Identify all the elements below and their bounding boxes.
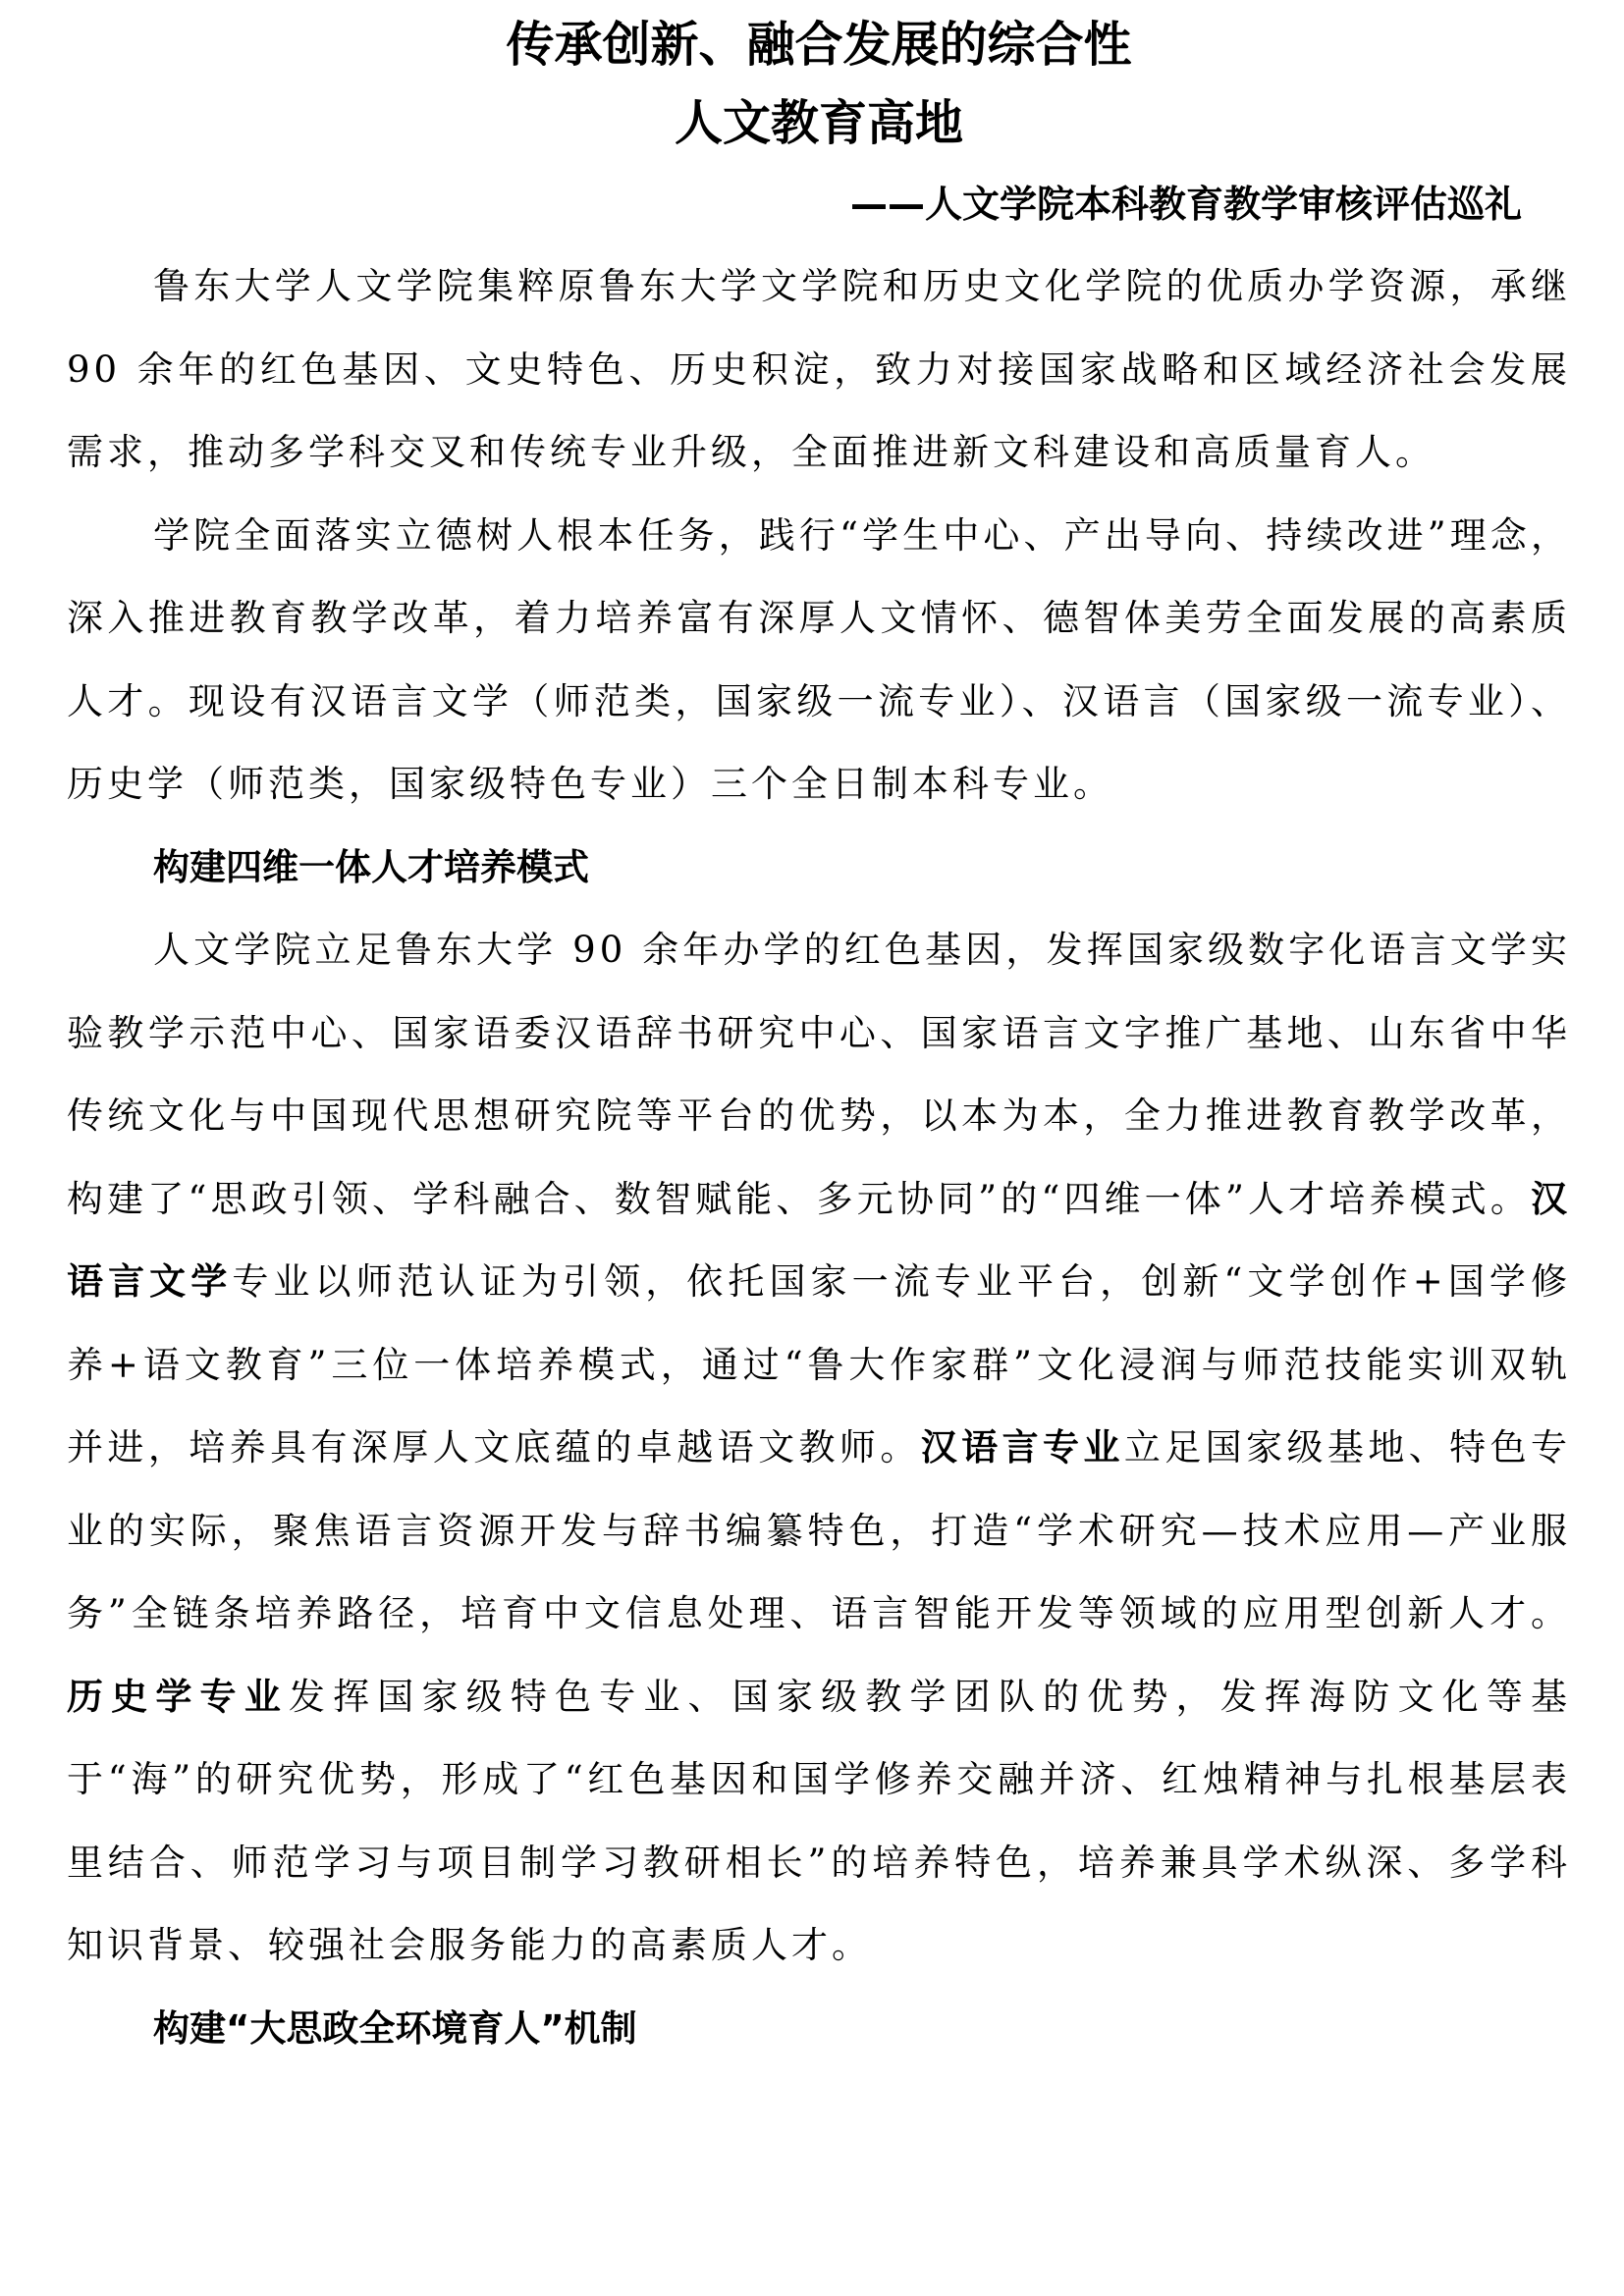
- major-name-chinese-language: 汉语言专业: [920, 1426, 1124, 1468]
- article-title-line2: 人文教育高地: [674, 95, 963, 151]
- article-subtitle: ——人文学院本科教育教学审核评估巡礼: [849, 183, 1522, 226]
- paragraph-text: 专业以师范认证为引领，依托国家一流专业平台，创新“文学创作+国学修养+语文教育”三位一体培养模式，通过“鲁大作家群”文化浸润与师范技能实训双轨并进，培养具有深厚人文底蕴的卓越语文教师。: [67, 1260, 1571, 1468]
- section-heading-ideological-education: 构建“大思政全环境育人”机制: [153, 2006, 637, 2050]
- paragraph-majors: 学院全面落实立德树人根本任务，践行“学生中心、产出导向、持续改进”理念，深入推进教育教学改革，着力培养富有深厚人文情怀、德智体美劳全面发展的高素质人才。现设有汉语言文学（师范类，国家级一流专业）、汉语言（国家级一流专业）、历史学（师范类，国家级特色专业）三个全日制本科专业。: [67, 513, 1571, 805]
- paragraph-intro: 鲁东大学人文学院集粹原鲁东大学文学院和历史文化学院的优质办学资源，承继 90 余年的红色基因、文史特色、历史积淀，致力对接国家战略和区域经济社会发展需求，推动多学科交叉和传统专业升级，全面推进新文科建设和高质量育人。: [67, 265, 1571, 473]
- paragraph-text: 立足国家级基地、特色专业的实际，聚焦语言资源开发与辞书编纂特色，打造“学术研究—技术应用—产业服务”全链条培养路径，培育中文信息处理、语言智能开发等领域的应用型创新人才。: [67, 1426, 1572, 1634]
- article-title-line1: 传承创新、融合发展的综合性: [506, 17, 1132, 73]
- paragraph-text: 发挥国家级特色专业、国家级教学团队的优势，发挥海防文化等基于“海”的研究优势，形成了“红色基因和国学修养交融并济、红烛精神与扎根基层表里结合、师范学习与项目制学习教研相长”的培养特色，培养兼具学术纵深、多学科知识背景、较强社会服务能力的高素质人才。: [67, 1675, 1572, 1966]
- major-name-history: 历史学专业: [67, 1675, 289, 1718]
- paragraph-training-model: [67, 909, 1571, 1988]
- paragraph-text: 人文学院立足鲁东大学 90 余年办学的红色基因，发挥国家级数字化语言文学实验教学示范中心、国家语委汉语辞书研究中心、国家语言文字推广基地、山东省中华传统文化与中国现代思想研究院等平台的优势，以本为本，全力推进教育教学改革，构建了“思政引领、学科融合、数智赋能、多元协同”的“四维一体”人才培养模式。: [67, 929, 1571, 1220]
- section-heading-training-model: 构建四维一体人才培养模式: [153, 845, 589, 888]
- document-page: [67, 0, 1571, 2070]
- major-name-chinese-literature: 汉语言文学: [67, 1177, 1571, 1303]
